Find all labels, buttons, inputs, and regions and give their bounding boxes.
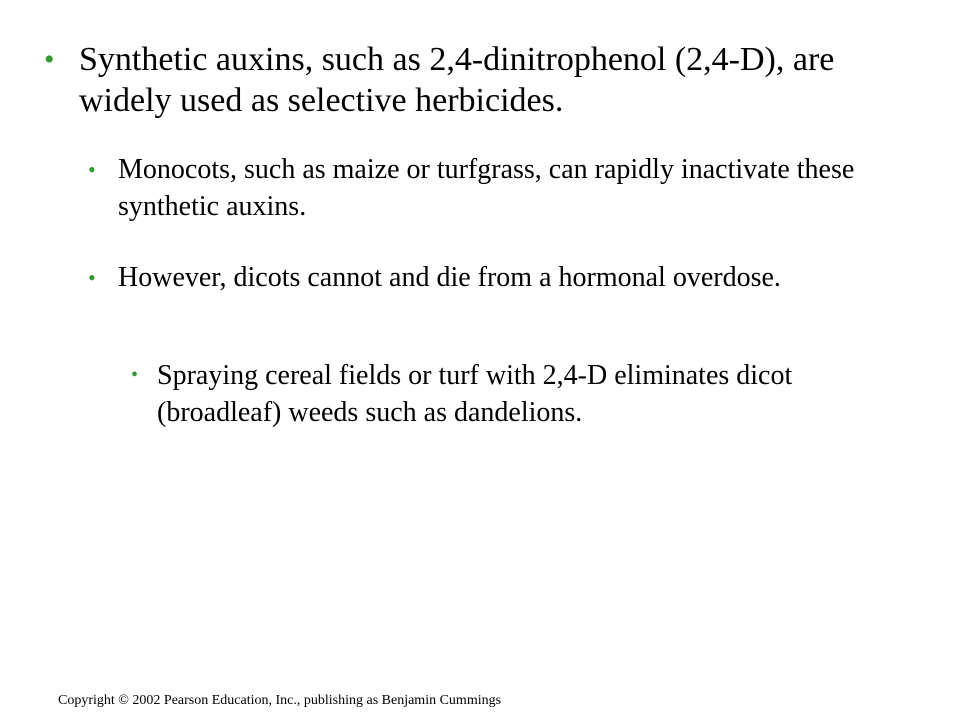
bullet-dot-icon: • [44,43,55,76]
bullet-level2-dicots [88,259,888,296]
bullet-text: Monocots, such as maize or turfgrass, can rapidly inactivate these synthetic auxins. [118,154,855,222]
bullet-text: However, dicots cannot and die from a hormonal overdose. [118,262,781,293]
bullet-level1-synthetic-auxins [44,39,924,121]
bullet-text: Synthetic auxins, such as 2,4-dinitrophenol (2,4-D), are widely used as selective herbicides. [79,41,835,119]
bullet-text: Spraying cereal fields or turf with 2,4-D eliminates dicot (broadleaf) weeds such as dandelions. [157,360,793,428]
bullet-level3-spraying [131,357,911,431]
copyright-footer: Copyright © 2002 Pearson Education, Inc., publishing as Benjamin Cummings [58,693,502,708]
bullet-dot-icon: • [131,364,139,386]
bullet-dot-icon: • [88,265,96,290]
bullet-level2-monocots [88,151,888,225]
bullet-dot-icon: • [88,157,96,182]
